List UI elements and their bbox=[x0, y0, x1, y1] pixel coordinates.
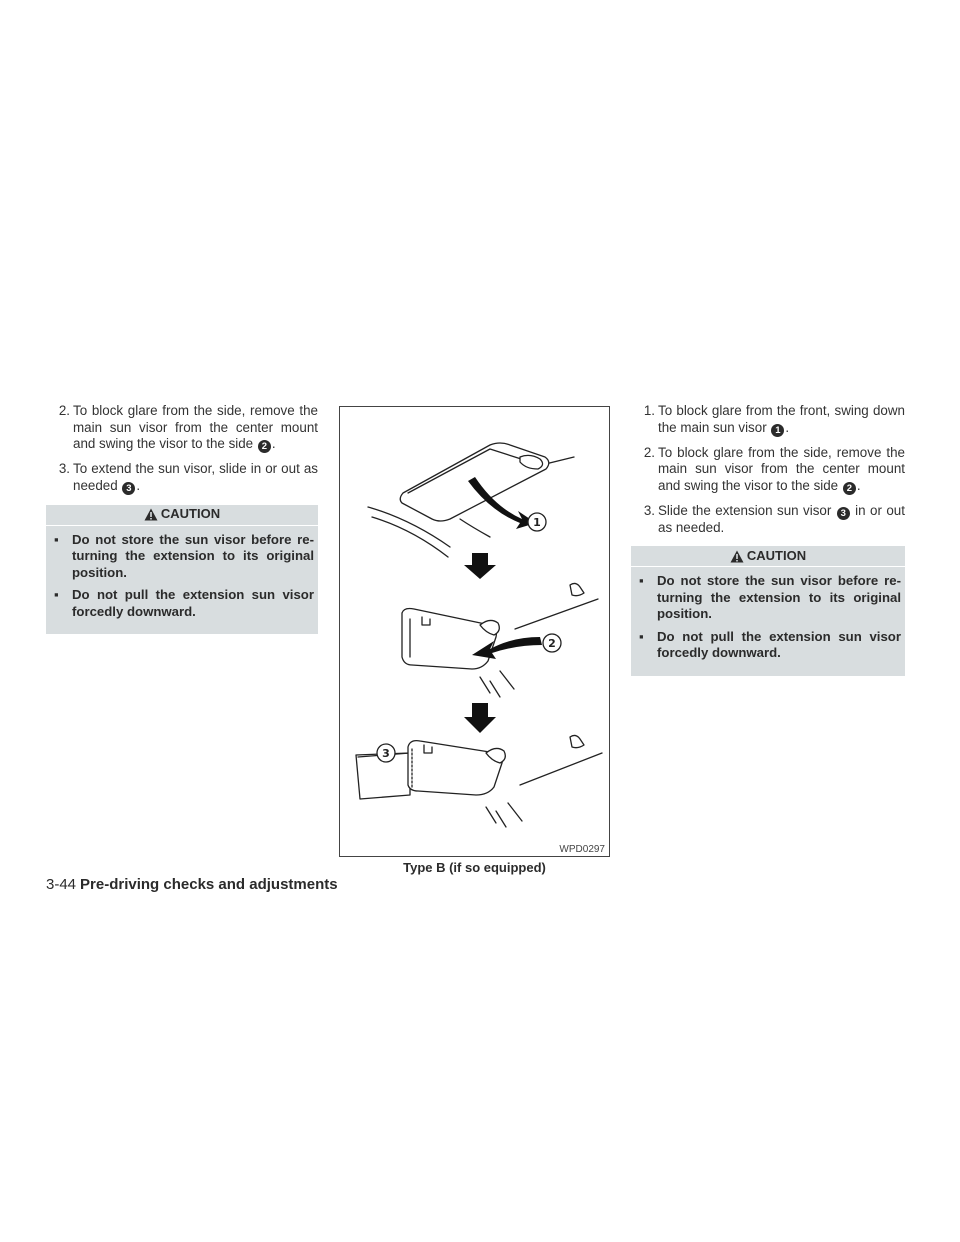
step-suffix: . bbox=[136, 477, 141, 493]
caution-bullet bbox=[52, 587, 314, 620]
figure-code: WPD0297 bbox=[559, 844, 605, 855]
bullet-icon: ▪ bbox=[54, 531, 59, 547]
step-text: Slide the extension sun visor bbox=[658, 502, 832, 518]
caution-box bbox=[46, 505, 318, 635]
caution-title: CAUTION bbox=[160, 506, 221, 522]
step-suffix: . bbox=[785, 419, 790, 435]
bullet-icon: ▪ bbox=[639, 573, 644, 588]
warning-triangle-icon bbox=[730, 550, 744, 563]
sun-visor-illustration bbox=[339, 406, 610, 857]
bullet-text: Do not store the sun visor before re- turning the extension to its original position. bbox=[72, 531, 314, 580]
caution-bullet bbox=[52, 532, 314, 582]
section-title: Pre-driving checks and adjustments bbox=[80, 876, 338, 893]
caution-header bbox=[46, 505, 318, 525]
step-number: 1. bbox=[643, 403, 655, 418]
callout-2-icon: 2 bbox=[843, 482, 856, 495]
step-text: To block glare from the side, remove the main sun visor from the center mount and swing the visor to the side bbox=[73, 403, 318, 451]
sun-visor-drawing bbox=[340, 407, 609, 856]
step-1 bbox=[631, 403, 905, 437]
right-column bbox=[631, 403, 905, 676]
bullet-icon: ▪ bbox=[54, 587, 59, 602]
callout-3-icon: 3 bbox=[122, 482, 135, 495]
step-number: 3. bbox=[643, 502, 655, 518]
step-text: To extend the sun visor, slide in or out as needed bbox=[73, 461, 318, 493]
bullet-text: Do not store the sun visor before re- turning the extension to its original position. bbox=[657, 573, 901, 621]
step-text: To block glare from the side, remove the main sun visor from the center mount and swing the visor to the side bbox=[658, 444, 905, 493]
page-footer bbox=[46, 876, 338, 893]
step-number: 3. bbox=[58, 461, 70, 476]
caution-box bbox=[631, 546, 905, 676]
bullet-text: Do not pull the extension sun visor forcedly downward. bbox=[72, 587, 314, 619]
caution-header bbox=[631, 546, 905, 566]
bullet-icon: ▪ bbox=[639, 628, 644, 644]
bullet-text: Do not pull the extension sun visor forcedly downward. bbox=[657, 628, 901, 660]
callout-3-label: 3 bbox=[382, 747, 390, 760]
step-suffix: in or out as needed. bbox=[658, 502, 905, 535]
caution-bullet bbox=[637, 629, 901, 662]
callout-3-marker bbox=[377, 744, 395, 762]
page-number: 3-44 bbox=[46, 876, 77, 893]
callout-2-label: 2 bbox=[548, 637, 556, 650]
step-suffix: . bbox=[271, 436, 276, 451]
step-text: To block glare from the front, swing down the main sun visor bbox=[658, 403, 905, 435]
step-2 bbox=[631, 445, 905, 495]
callout-1-label: 1 bbox=[533, 516, 541, 529]
warning-triangle-icon bbox=[144, 508, 158, 521]
step-2 bbox=[46, 403, 318, 453]
callout-2-icon: 2 bbox=[258, 440, 271, 453]
step-3 bbox=[631, 503, 905, 537]
figure-caption: Type B (if so equipped) bbox=[403, 860, 546, 875]
callout-3-icon: 3 bbox=[837, 507, 850, 520]
callout-1-marker bbox=[528, 513, 546, 531]
step-number: 2. bbox=[58, 403, 70, 418]
step-number: 2. bbox=[643, 444, 655, 460]
caution-title: CAUTION bbox=[746, 547, 807, 563]
step-suffix: . bbox=[856, 477, 861, 493]
left-column bbox=[46, 403, 318, 634]
callout-1-icon: 1 bbox=[771, 424, 784, 437]
callout-2-marker bbox=[543, 634, 561, 652]
step-3 bbox=[46, 461, 318, 495]
caution-bullet bbox=[637, 573, 901, 623]
